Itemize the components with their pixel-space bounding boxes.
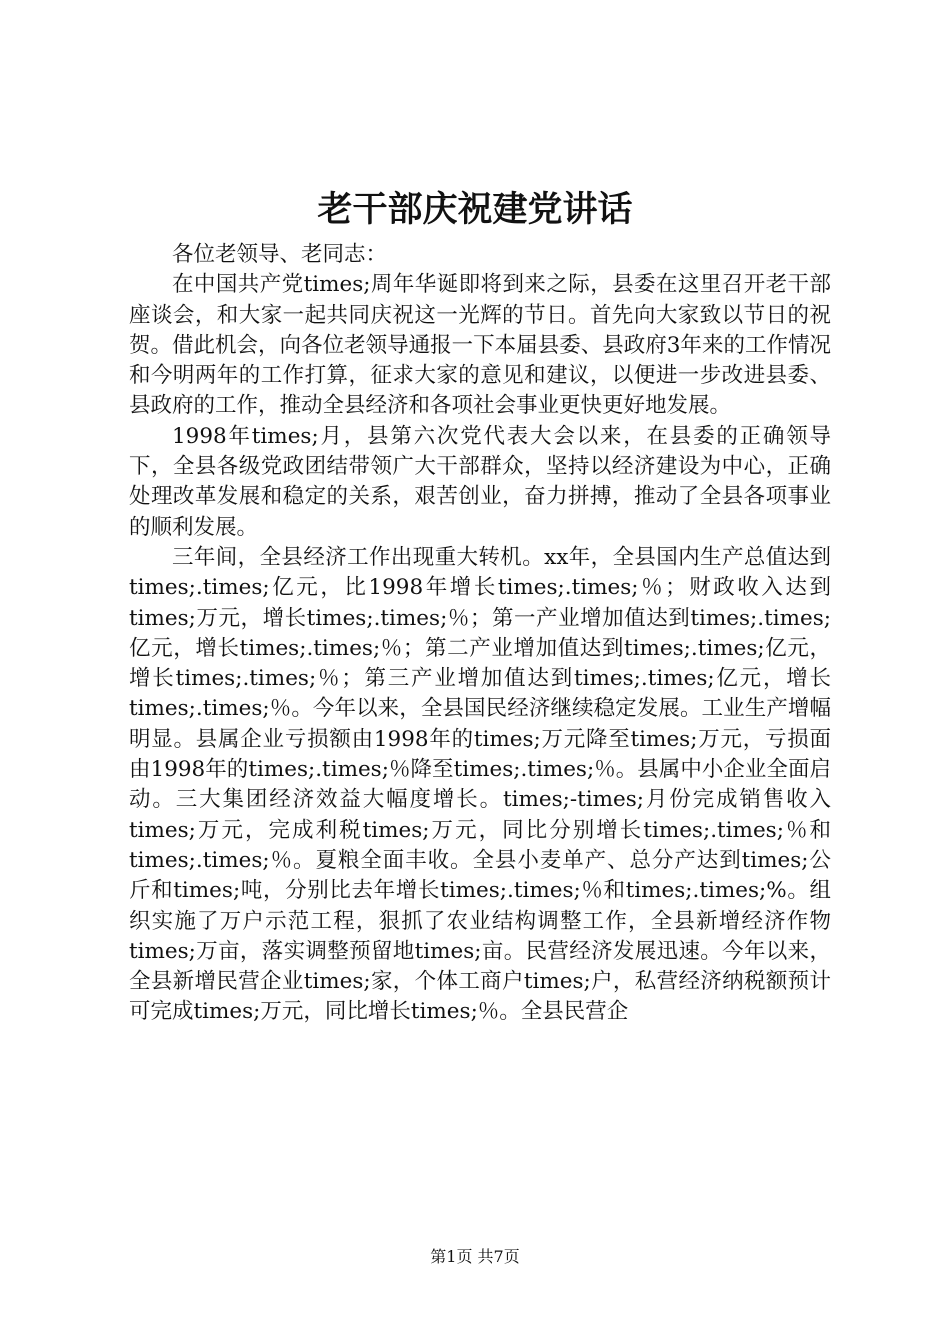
document-title: 老干部庆祝建党讲话 xyxy=(317,189,633,230)
paragraph: 三年间，全县经济工作出现重大转机。xx年，全县国内生产总值达到times;.times;亿元，比1998年增长times;.times;％；财政收入达到times;万元，增长times;.times;％；第一产业增加值达到times;.times;亿元，增长times;.times;％；第二产业增加值达到times;.times;亿元，增长times;.times;％；第三产业增加值达到times;.times;亿元，增长times;.times;％。今年以来，全县国民经济继续稳定发展。工业生产增幅明显。县属企业亏损额由1998年的times;万元降至times;万元，亏损面由1998年的times;.times;％降至times;.times;％。县属中小企业全面启动。三大集团经济效益大幅度增长。times;-times;月份完成销售收入times;万元，完成利税times;万元，同比分别增长times;.times;％和times;.times;％。夏粮全面丰收。全县小麦单产、总分产达到times;公斤和times;吨，分别比去年增长times;.times;％和times;.times;%。组织实施了万户示范工程，狠抓了农业结构调整工作，全县新增经济作物times;万亩，落实调整预留地times;亩。民营经济发展迅速。今年以来，全县新增民营企业times;家，个体工商户times;户，私营经济纳税额预计可完成times;万元，同比增长times;％。全县民营企 xyxy=(129,544,831,1025)
salutation: 各位老领导、老同志： xyxy=(172,242,388,267)
paragraph: 1998年times;月，县第六次党代表大会以来，在县委的正确领导下，全县各级党政团结带领广大干部群众，坚持以经济建设为中心，正确处理改革发展和稳定的关系，艰苦创业，奋力拼搏，推动了全县各项事业的顺利发展。 xyxy=(129,423,831,540)
page-number-footer: 第1页 共7页 xyxy=(430,1247,520,1266)
paragraph: 在中国共产党times;周年华诞即将到来之际，县委在这里召开老干部座谈会，和大家一起共同庆祝这一光辉的节日。首先向大家致以节日的祝贺。借此机会，向各位老领导通报一下本届县委、县政府3年来的工作情况和今明两年的工作打算，征求大家的意见和建议，以便进一步改进县委、县政府的工作，推动全县经济和各项社会事业更快更好地发展。 xyxy=(129,272,831,419)
document-body xyxy=(129,240,831,1028)
